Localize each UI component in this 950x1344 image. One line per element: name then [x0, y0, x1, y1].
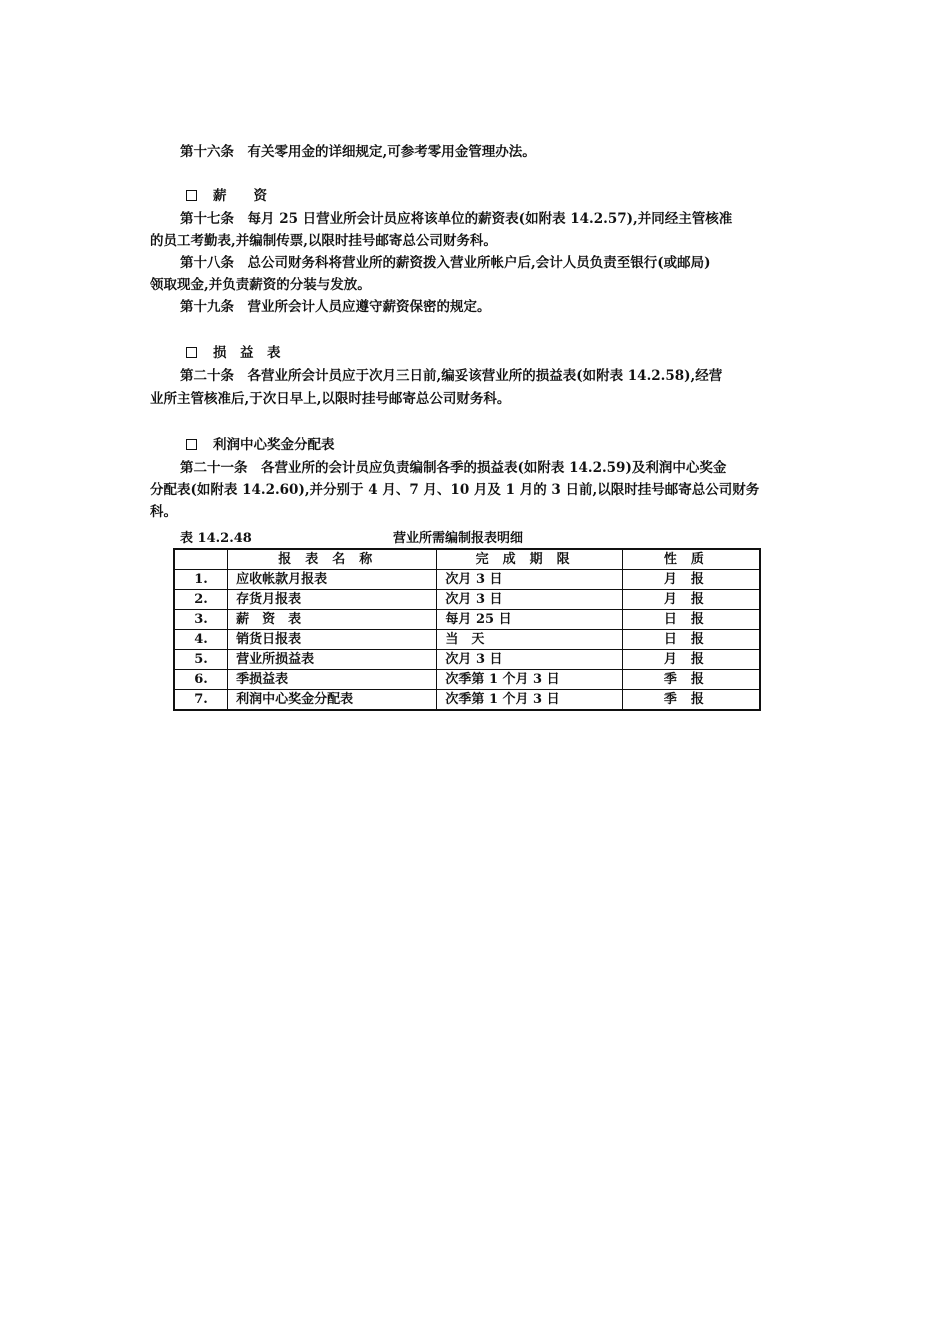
- cell-report-name: 季损益表: [228, 670, 437, 690]
- cell-index: 6.: [174, 670, 228, 690]
- report-table: [173, 548, 761, 711]
- table-header-row: [174, 549, 760, 570]
- section-title: 薪 资: [213, 188, 267, 204]
- table-number: 表 14.2.48: [180, 531, 252, 546]
- cell-deadline: 次月 3 日: [437, 650, 622, 670]
- section-title: 利润中心奖金分配表: [213, 437, 335, 453]
- cell-nature: 月报: [622, 650, 760, 670]
- table-row: [174, 630, 760, 650]
- cell-nature: 月报: [622, 590, 760, 610]
- section-heading-income-statement: [186, 344, 281, 362]
- header-index: [174, 549, 228, 570]
- table-row: [174, 650, 760, 670]
- section-heading-salary: [186, 187, 267, 205]
- cell-deadline: 次季第 1 个月 3 日: [437, 670, 622, 690]
- article-16: 第十六条 有关零用金的详细规定,可参考零用金管理办法。: [180, 144, 536, 160]
- checkbox-square-icon: [186, 439, 197, 450]
- table-row: [174, 590, 760, 610]
- cell-nature: 日报: [622, 610, 760, 630]
- cell-deadline: 当 天: [437, 630, 622, 650]
- article-21-line-3: 科。: [150, 504, 177, 520]
- article-18-line-2: 领取现金,并负责薪资的分装与发放。: [150, 277, 371, 293]
- cell-index: 5.: [174, 650, 228, 670]
- cell-report-name: 薪 资 表: [228, 610, 437, 630]
- cell-report-name: 利润中心奖金分配表: [228, 690, 437, 711]
- cell-index: 4.: [174, 630, 228, 650]
- cell-deadline: 每月 25 日: [437, 610, 622, 630]
- cell-nature: 季报: [622, 670, 760, 690]
- cell-index: 2.: [174, 590, 228, 610]
- table-row: [174, 690, 760, 711]
- cell-nature: 月报: [622, 570, 760, 590]
- article-20-line-1: 第二十条 各营业所会计员应于次月三日前,编妥该营业所的损益表(如附表 14.2.58),经营: [180, 368, 723, 384]
- article-18-line-1: 第十八条 总公司财务科将营业所的薪资拨入营业所帐户后,会计人员负责至银行(或邮局): [180, 255, 711, 271]
- cell-nature: 季报: [622, 690, 760, 711]
- table-title: 营业所需编制报表明细: [393, 531, 524, 546]
- cell-deadline: 次月 3 日: [437, 570, 622, 590]
- cell-nature: 日报: [622, 630, 760, 650]
- cell-report-name: 营业所损益表: [228, 650, 437, 670]
- cell-index: 3.: [174, 610, 228, 630]
- article-21-line-1: 第二十一条 各营业所的会计员应负责编制各季的损益表(如附表 14.2.59)及利润中心奖金: [180, 460, 727, 476]
- article-20-line-2: 业所主管核准后,于次日早上,以限时挂号邮寄总公司财务科。: [150, 391, 511, 407]
- cell-deadline: 次季第 1 个月 3 日: [437, 690, 622, 711]
- checkbox-square-icon: [186, 347, 197, 358]
- section-heading-bonus-allocation: [186, 436, 335, 454]
- section-title: 损 益 表: [213, 345, 281, 361]
- table-row: [174, 610, 760, 630]
- article-21-line-2: 分配表(如附表 14.2.60),并分别于 4 月、7 月、10 月及 1 月的 3 日前,以限时挂号邮寄总公司财务: [150, 482, 760, 498]
- article-17-line-2: 的员工考勤表,并编制传票,以限时挂号邮寄总公司财务科。: [150, 233, 497, 249]
- checkbox-square-icon: [186, 190, 197, 201]
- header-nature: 性质: [622, 549, 760, 570]
- cell-report-name: 应收帐款月报表: [228, 570, 437, 590]
- cell-report-name: 存货月报表: [228, 590, 437, 610]
- cell-index: 1.: [174, 570, 228, 590]
- header-report-name: 报表名称: [228, 549, 437, 570]
- table-row: [174, 670, 760, 690]
- header-deadline: 完成期限: [437, 549, 622, 570]
- article-19: 第十九条 营业所会计人员应遵守薪资保密的规定。: [180, 299, 491, 315]
- cell-index: 7.: [174, 690, 228, 711]
- cell-deadline: 次月 3 日: [437, 590, 622, 610]
- article-17-line-1: 第十七条 每月 25 日营业所会计员应将该单位的薪资表(如附表 14.2.57),并同经主管核准: [180, 211, 733, 227]
- cell-report-name: 销货日报表: [228, 630, 437, 650]
- table-row: [174, 570, 760, 590]
